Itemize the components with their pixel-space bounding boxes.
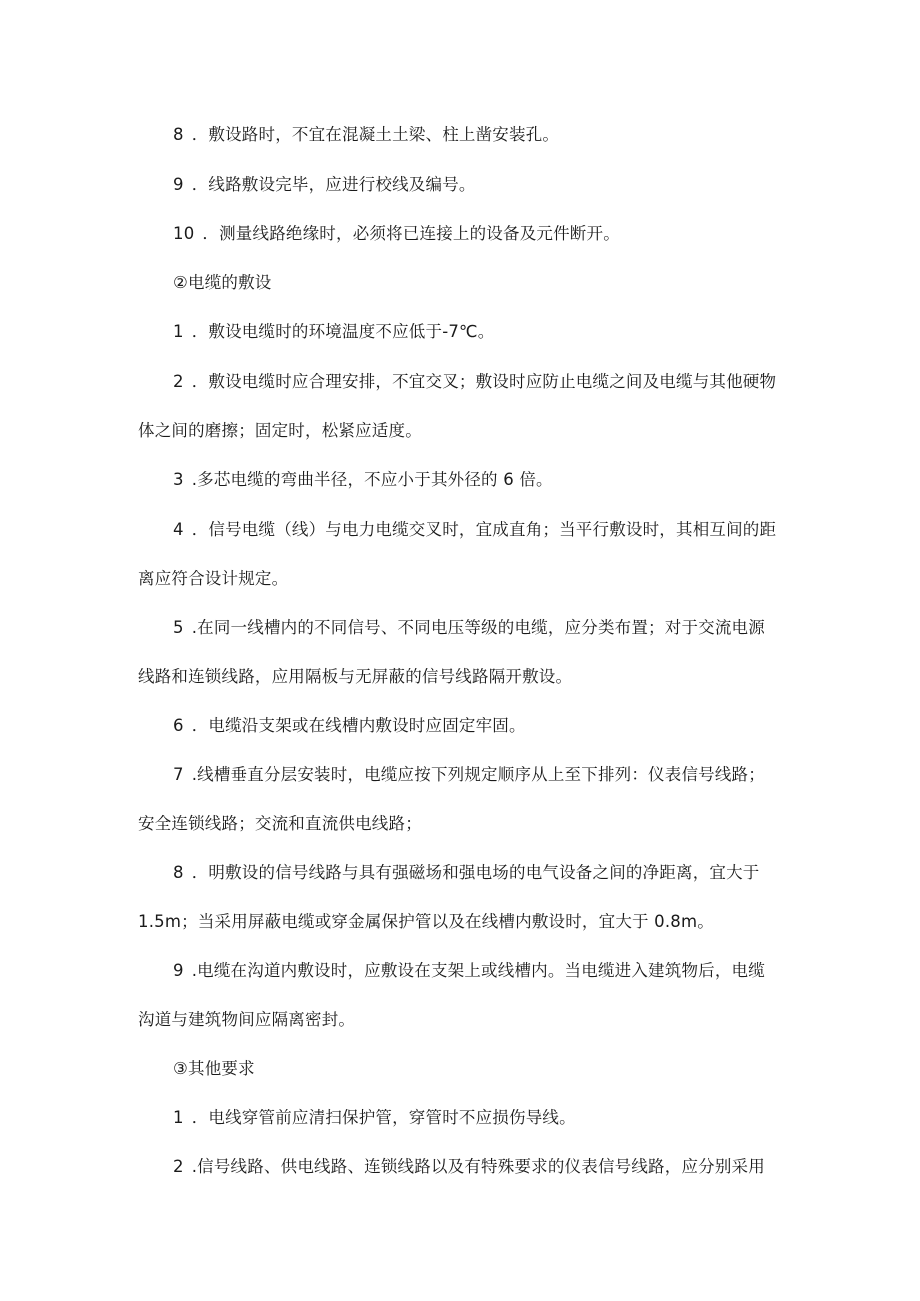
item-text: ．信号电缆（线）与电力电缆交叉时，宜成直角；当平行敷设时，其相互间的距 bbox=[191, 520, 777, 539]
list-item bbox=[173, 173, 476, 197]
item-number: 8 bbox=[173, 863, 184, 882]
list-item bbox=[173, 861, 760, 885]
item-number: 10 bbox=[173, 224, 195, 243]
item-text: .线槽垂直分层安装时，电缆应按下列规定顺序从上至下排列：仪表信号线路； bbox=[191, 765, 765, 784]
list-item bbox=[173, 320, 495, 344]
list-item bbox=[173, 616, 765, 640]
item-number: 2 bbox=[173, 1157, 184, 1176]
list-item bbox=[173, 468, 553, 492]
item-number: 1 bbox=[173, 322, 184, 341]
heading-text: ②电缆的敷设 bbox=[173, 273, 272, 292]
item-text: .在同一线槽内的不同信号、不同电压等级的电缆，应分类布置；对于交流电源 bbox=[191, 618, 765, 637]
item-text: ．测量线路绝缘时，必须将已连接上的设备及元件断开。 bbox=[202, 224, 620, 243]
list-item bbox=[173, 959, 765, 983]
item-text: ．敷设电缆时应合理安排，不宜交叉；敷设时应防止电缆之间及电缆与其他硬物 bbox=[191, 372, 777, 391]
item-text: 沟道与建筑物间应隔离密封。 bbox=[138, 1010, 356, 1029]
item-text: ．敷设电缆时的环境温度不应低于-7℃。 bbox=[191, 322, 495, 341]
item-text: ．敷设路时，不宜在混凝土土梁、柱上凿安装孔。 bbox=[191, 125, 560, 144]
item-text: ．线路敷设完毕，应进行校线及编号。 bbox=[191, 175, 476, 194]
list-item bbox=[173, 1106, 576, 1130]
item-text: 离应符合设计规定。 bbox=[138, 569, 289, 588]
list-item bbox=[173, 123, 559, 147]
item-text: 1.5m；当采用屏蔽电缆或穿金属保护管以及在线槽内敷设时，宜大于 0.8m。 bbox=[138, 912, 714, 931]
list-item bbox=[173, 222, 620, 246]
list-item-continuation bbox=[138, 665, 572, 689]
item-number: 5 bbox=[173, 618, 184, 637]
list-item bbox=[173, 714, 526, 738]
list-item bbox=[173, 763, 765, 787]
list-item bbox=[173, 1155, 765, 1179]
list-item bbox=[173, 518, 776, 542]
item-number: 1 bbox=[173, 1108, 184, 1127]
item-number: 9 bbox=[173, 175, 184, 194]
item-number: 6 bbox=[173, 716, 184, 735]
item-text: .电缆在沟道内敷设时，应敷设在支架上或线槽内。当电缆进入建筑物后，电缆 bbox=[191, 961, 765, 980]
section-heading bbox=[173, 1057, 255, 1081]
list-item-continuation bbox=[138, 419, 422, 443]
item-text: 线路和连锁线路，应用隔板与无屏蔽的信号线路隔开敷设。 bbox=[138, 667, 573, 686]
item-number: 2 bbox=[173, 372, 184, 391]
item-number: 9 bbox=[173, 961, 184, 980]
section-heading bbox=[173, 271, 272, 295]
list-item bbox=[173, 370, 776, 394]
list-item-continuation bbox=[138, 567, 288, 591]
list-item-continuation bbox=[138, 812, 422, 836]
item-text: .多芯电缆的弯曲半径，不应小于其外径的 6 倍。 bbox=[191, 470, 553, 489]
item-number: 3 bbox=[173, 470, 184, 489]
item-text: ．电缆沿支架或在线槽内敷设时应固定牢固。 bbox=[191, 716, 526, 735]
list-item-continuation bbox=[138, 1008, 355, 1032]
item-text: 安全连锁线路；交流和直流供电线路； bbox=[138, 814, 422, 833]
item-text: ．电线穿管前应清扫保护管，穿管时不应损伤导线。 bbox=[191, 1108, 576, 1127]
item-text: 体之间的磨擦；固定时，松紧应适度。 bbox=[138, 421, 422, 440]
item-text: ．明敷设的信号线路与具有强磁场和强电场的电气设备之间的净距离，宜大于 bbox=[191, 863, 760, 882]
list-item-continuation bbox=[138, 910, 714, 934]
item-number: 4 bbox=[173, 520, 184, 539]
item-number: 8 bbox=[173, 125, 184, 144]
heading-text: ③其他要求 bbox=[173, 1059, 255, 1078]
item-text: .信号线路、供电线路、连锁线路以及有特殊要求的仪表信号线路，应分别采用 bbox=[191, 1157, 765, 1176]
item-number: 7 bbox=[173, 765, 184, 784]
